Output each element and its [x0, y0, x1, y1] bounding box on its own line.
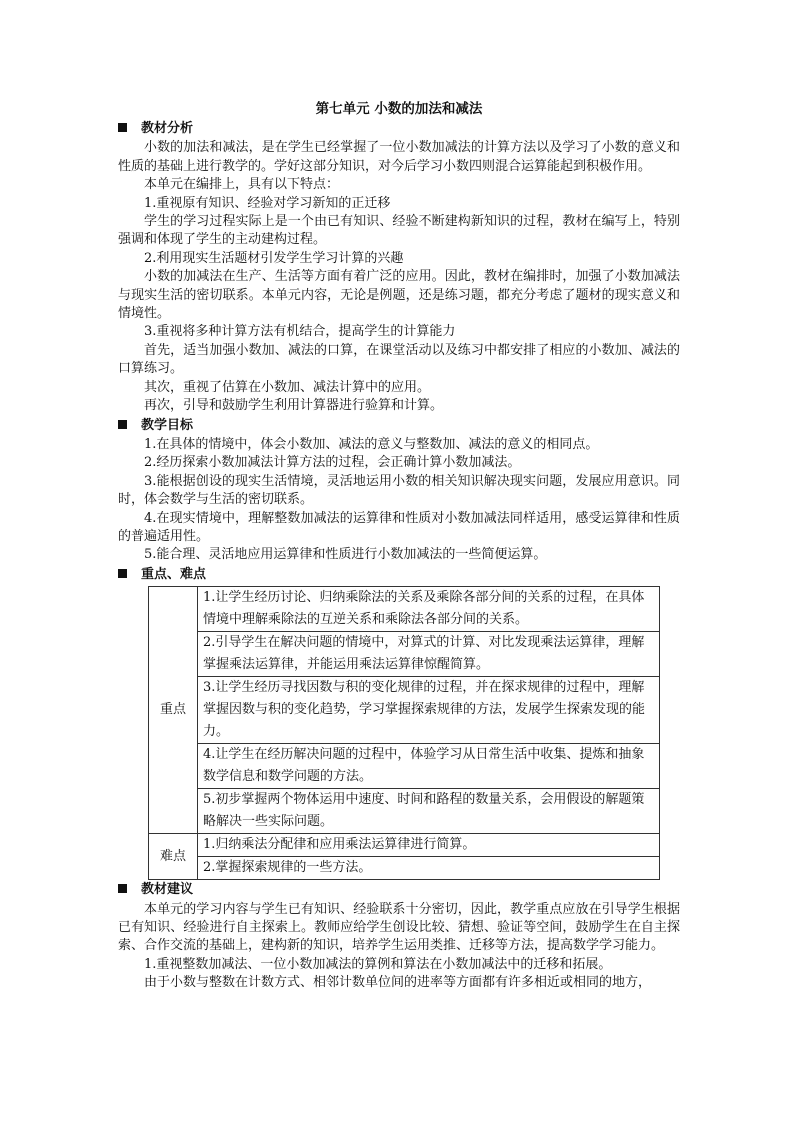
list-item: 5.能合理、灵活地应用运算律和性质进行小数加减法的一些简便运算。 — [144, 547, 547, 563]
paragraph: 1.重视整数加减法、一位小数加减法的算例和算法在小数加减法中的迁移和拓展。 — [144, 956, 612, 972]
section-heading: 教学目标 — [118, 417, 680, 435]
paragraph: 小数的加减法在生产、生活等方面有着广泛的应用。因此，教材在编排时，加强了小数加减法与现实生活的密切联系。本单元内容，无论是例题，还是练习题，都充分考虑了题材的现实意义和情境性。 — [118, 269, 680, 322]
table-cell: 1.让学生经历讨论、归纳乘除法的关系及乘除各部分间的关系的过程，在具体情境中理解乘除法的互逆关系和乘除法各部分间的关系。 — [198, 587, 660, 632]
paragraph: 1.重视原有知识、经验对学习新知的正迁移 — [144, 195, 391, 211]
document-page — [118, 100, 680, 993]
list-item: 1.在具体的情境中，体会小数加、减法的意义与整数加、减法的意义的相同点。 — [144, 436, 599, 452]
list-item: 2.经历探索小数加减法计算方法的过程，会正确计算小数加减法。 — [144, 455, 521, 471]
paragraph: 由于小数与整数在计数方式、相邻计数单位间的进率等方面都有许多相近或相同的地方， — [144, 975, 652, 991]
paragraph: 首先，适当加强小数加、减法的口算，在课堂活动以及练习中都安排了相应的小数加、减法的口算练习。 — [118, 342, 680, 377]
square-bullet-icon — [118, 569, 127, 578]
table-row — [149, 632, 660, 677]
table-cell: 1.归纳乘法分配律和应用乘法运算律进行简算。 — [198, 834, 660, 857]
table-row-label: 难点 — [149, 834, 198, 880]
table-row-label: 重点 — [149, 587, 198, 834]
paragraph: 本单元的学习内容与学生已有知识、经验联系十分密切，因此，教学重点应放在引导学生根据已有知识、经验进行自主探索上。教师应给学生创设比较、猜想、验证等空间，鼓励学生在自主探索、合作交流的基础上，建构新的知识，培养学生运用类推、迁移等方法，提高数学学习能力。 — [118, 901, 680, 954]
table-cell: 2.引导学生在解决问题的情境中，对算式的计算、对比发现乘法运算律，理解掌握乘法运算律，并能运用乘法运算律惊醒简算。 — [198, 632, 660, 677]
list-item: 3.能根据创设的现实生活情境，灵活地运用小数的相关知识解决现实问题，发展应用意识。同时，体会数学与生活的密切联系。 — [118, 473, 680, 508]
section-heading: 教材建议 — [118, 881, 680, 899]
table-row — [149, 587, 660, 632]
key-points-table — [148, 586, 660, 880]
paragraph: 2.利用现实生活题材引发学生学习计算的兴趣 — [144, 250, 404, 266]
table-row — [149, 857, 660, 880]
table-cell: 3.让学生经历寻找因数与积的变化规律的过程，并在探求规律的过程中，理解掌握因数与积的变化趋势，学习掌握探索规律的方法，发展学生探索发现的能力。 — [198, 677, 660, 744]
page-title: 第七单元 小数的加法和减法 — [315, 101, 483, 117]
table-row — [149, 789, 660, 834]
table-row — [149, 744, 660, 789]
square-bullet-icon — [118, 420, 127, 429]
paragraph: 学生的学习过程实际上是一个由已有知识、经验不断建构新知识的过程，教材在编写上，特别强调和体现了学生的主动建构过程。 — [118, 214, 680, 248]
paragraph: 小数的加法和减法，是在学生已经掌握了一位小数加减法的计算方法以及学习了小数的意义和性质的基础上进行教学的。学好这部分知识，对今后学习小数四则混合运算能起到积极作用。 — [118, 140, 680, 174]
table-cell: 5.初步掌握两个物体运用中速度、时间和路程的数量关系，会用假设的解题策略解决一些实际问题。 — [198, 789, 660, 834]
section-heading: 重点、难点 — [118, 566, 680, 584]
paragraph: 3.重视将多种计算方法有机结合，提高学生的计算能力 — [144, 324, 456, 340]
table-row — [149, 677, 660, 744]
list-item: 4.在现实情境中，理解整数加减法的运算律和性质对小数加减法同样适用，感受运算律和性质的普遍适用性。 — [118, 510, 680, 544]
table-row — [149, 834, 660, 857]
paragraph: 其次，重视了估算在小数加、减法计算中的应用。 — [144, 379, 431, 395]
table-cell: 2.掌握探索规律的一些方法。 — [198, 857, 660, 880]
paragraph: 再次，引导和鼓励学生利用计算器进行验算和计算。 — [144, 398, 444, 414]
section-heading: 教材分析 — [118, 120, 680, 138]
table-cell: 4.让学生在经历解决问题的过程中，体验学习从日常生活中收集、提炼和抽象数学信息和数学问题的方法。 — [198, 744, 660, 789]
square-bullet-icon — [118, 123, 127, 132]
square-bullet-icon — [118, 884, 127, 893]
paragraph: 本单元在编排上，具有以下特点： — [144, 177, 340, 193]
